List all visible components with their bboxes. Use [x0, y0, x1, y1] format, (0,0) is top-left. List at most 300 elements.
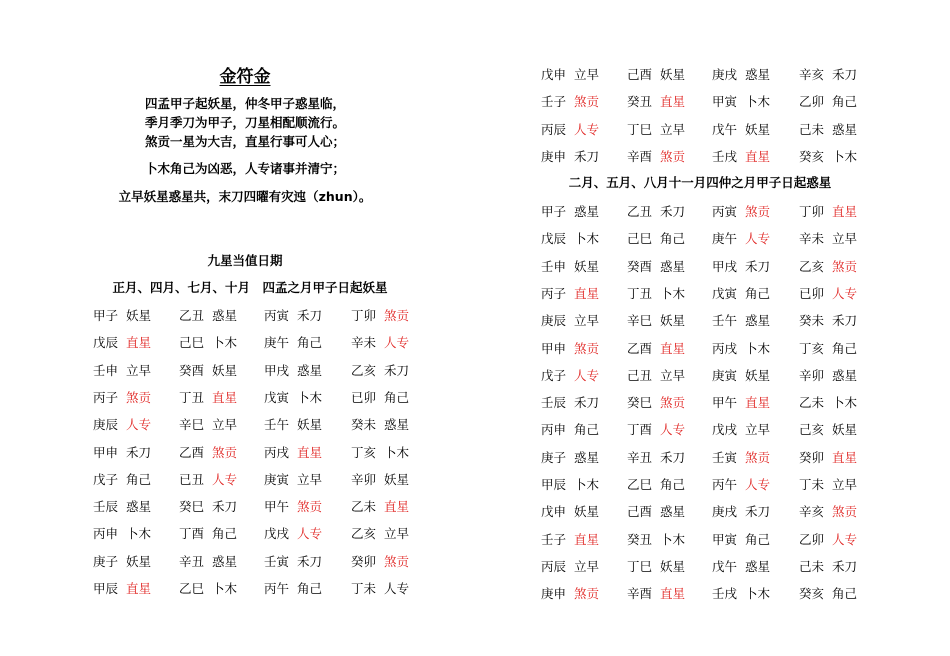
ganzhi-day: 戊辰: [541, 231, 567, 247]
ganzhi-day: 丁丑: [627, 285, 653, 301]
star-name: 人专: [384, 335, 410, 351]
ganzhi-day: 甲申: [541, 340, 567, 356]
table-row: [93, 443, 413, 461]
table-row: [541, 202, 861, 220]
star-name: 卜木: [384, 444, 410, 460]
day-cell: [351, 470, 409, 488]
day-cell: [541, 202, 599, 220]
day-cell: [541, 311, 599, 329]
ganzhi-day: 辛酉: [627, 148, 653, 164]
star-name: 妖星: [212, 362, 238, 378]
ganzhi-day: 辛丑: [627, 449, 653, 465]
ganzhi-day: 甲子: [93, 308, 119, 323]
ganzhi-day: 庚子: [541, 449, 567, 465]
day-cell: [799, 475, 857, 493]
day-cell: [264, 306, 322, 324]
day-cell: [627, 393, 685, 411]
day-cell: [93, 306, 151, 324]
day-cell: [541, 502, 599, 520]
star-name: 卜木: [660, 285, 686, 301]
day-cell: [799, 147, 857, 165]
ganzhi-day: 癸亥: [799, 586, 825, 602]
day-cell: [541, 448, 599, 466]
poem-line-4: 卜木角己为凶恶，人专诸事并清宁；: [144, 161, 345, 176]
day-cell: [179, 415, 237, 433]
day-cell: [799, 557, 857, 575]
star-name: 卜木: [574, 231, 600, 247]
star-name: 立早: [574, 313, 600, 329]
ganzhi-day: 己亥: [799, 422, 825, 438]
star-name: 直星: [832, 449, 858, 465]
ganzhi-day: 甲子: [541, 204, 567, 219]
star-name: 惑星: [297, 362, 323, 378]
star-name: 角己: [126, 471, 152, 487]
ganzhi-day: 戊午: [712, 121, 738, 137]
day-cell: [799, 284, 857, 302]
ganzhi-day: 丙申: [541, 422, 567, 438]
day-cell: [627, 257, 685, 275]
star-name: 直星: [126, 581, 152, 596]
star-name: 妖星: [126, 553, 152, 569]
star-name: 角己: [297, 581, 323, 596]
table-row: [541, 65, 861, 83]
day-cell: [541, 147, 599, 165]
day-cell: [799, 92, 857, 110]
table-row: [541, 339, 861, 357]
star-name: 禾刀: [126, 444, 152, 460]
day-cell: [541, 530, 599, 548]
ganzhi-day: 庚午: [712, 231, 738, 247]
table-row: [541, 584, 861, 602]
table-row: [93, 497, 413, 515]
star-name: 惑星: [212, 553, 238, 569]
day-cell: [799, 502, 857, 520]
ganzhi-day: 辛卯: [799, 367, 825, 383]
star-name: 妖星: [660, 313, 686, 329]
star-name: 角己: [212, 526, 238, 542]
ganzhi-day: 乙丑: [627, 204, 653, 219]
day-cell: [712, 530, 770, 548]
ganzhi-day: 壬寅: [264, 553, 290, 569]
ganzhi-day: 庚午: [264, 335, 290, 351]
day-cell: [712, 257, 770, 275]
ganzhi-day: 乙巳: [179, 581, 205, 596]
star-name: 煞贡: [745, 449, 771, 465]
day-cell: [93, 579, 151, 597]
star-name: 人专: [574, 121, 600, 137]
table-row: [541, 557, 861, 575]
day-cell: [179, 333, 237, 351]
ganzhi-day: 庚辰: [541, 313, 567, 329]
ganzhi-day: 庚申: [541, 148, 567, 164]
day-cell: [627, 530, 685, 548]
day-cell: [93, 470, 151, 488]
ganzhi-day: 丙午: [264, 581, 290, 596]
ganzhi-day: 癸未: [799, 313, 825, 329]
day-cell: [799, 448, 857, 466]
star-name: 人专: [574, 367, 600, 383]
ganzhi-day: 丁未: [799, 477, 825, 492]
star-name: 角己: [745, 285, 771, 301]
ganzhi-day: 壬戌: [712, 148, 738, 164]
ganzhi-day: 乙亥: [351, 362, 377, 378]
star-name: 角己: [574, 422, 600, 438]
day-cell: [627, 366, 685, 384]
day-cell: [351, 361, 409, 379]
day-cell: [93, 552, 151, 570]
table-row: [541, 120, 861, 138]
ganzhi-day: 辛未: [351, 335, 377, 351]
ganzhi-day: 庚戌: [712, 504, 738, 520]
day-cell: [541, 393, 599, 411]
star-name: 禾刀: [574, 148, 600, 164]
star-name: 妖星: [126, 308, 152, 323]
day-cell: [351, 306, 409, 324]
star-name: 立早: [745, 422, 771, 438]
day-cell: [264, 415, 322, 433]
star-name: 人专: [212, 471, 238, 487]
star-name: 禾刀: [745, 504, 771, 520]
day-cell: [264, 579, 322, 597]
star-name: 禾刀: [660, 449, 686, 465]
table-row: [93, 552, 413, 570]
day-cell: [712, 393, 770, 411]
day-cell: [712, 557, 770, 575]
ganzhi-day: 己丑: [627, 367, 653, 383]
day-cell: [93, 415, 151, 433]
star-name: 惑星: [126, 499, 152, 515]
table-row: [93, 524, 413, 542]
ganzhi-day: 丁酉: [179, 526, 205, 542]
star-name: 人专: [126, 417, 152, 433]
ganzhi-day: 庚子: [93, 553, 119, 569]
ganzhi-day: 壬午: [264, 417, 290, 433]
day-cell: [627, 147, 685, 165]
star-name: 角己: [745, 531, 771, 547]
star-name: 禾刀: [212, 499, 238, 515]
star-name: 人专: [297, 526, 323, 542]
star-name: 禾刀: [384, 362, 410, 378]
day-cell: [351, 443, 409, 461]
day-cell: [351, 497, 409, 515]
ganzhi-day: 丙寅: [712, 204, 738, 219]
day-cell: [264, 388, 322, 406]
day-cell: [712, 92, 770, 110]
ganzhi-day: 辛亥: [799, 504, 825, 520]
ganzhi-day: 乙酉: [627, 340, 653, 356]
day-cell: [264, 524, 322, 542]
day-cell: [799, 420, 857, 438]
star-name: 卜木: [832, 148, 858, 164]
day-cell: [351, 552, 409, 570]
ganzhi-day: 已丑: [179, 471, 205, 487]
ganzhi-day: 乙卯: [799, 94, 825, 110]
star-name: 立早: [832, 231, 858, 247]
day-cell: [351, 524, 409, 542]
ganzhi-day: 甲申: [93, 444, 119, 460]
ganzhi-day: 丙寅: [264, 308, 290, 323]
day-cell: [627, 65, 685, 83]
day-cell: [799, 65, 857, 83]
ganzhi-day: 庚辰: [93, 417, 119, 433]
ganzhi-day: 己未: [799, 121, 825, 137]
star-name: 惑星: [832, 121, 858, 137]
table-row: [541, 311, 861, 329]
day-cell: [541, 257, 599, 275]
star-name: 卜木: [745, 340, 771, 356]
star-name: 立早: [660, 121, 686, 137]
star-name: 禾刀: [745, 258, 771, 274]
day-cell: [627, 475, 685, 493]
day-cell: [541, 229, 599, 247]
star-name: 煞贡: [660, 148, 686, 164]
poem-line-1: 四孟甲子起妖星，仲冬甲子惑星临，: [144, 96, 345, 111]
ganzhi-day: 丁卯: [351, 308, 377, 323]
day-cell: [264, 470, 322, 488]
day-cell: [541, 120, 599, 138]
day-cell: [799, 366, 857, 384]
star-name: 直星: [297, 444, 323, 460]
table-row: [541, 448, 861, 466]
right-table-title: 二月、五月、八月十一月四仲之月甲子日起惑星: [568, 175, 832, 190]
day-cell: [179, 579, 237, 597]
table-row: [541, 257, 861, 275]
day-cell: [627, 284, 685, 302]
day-cell: [541, 557, 599, 575]
day-cell: [712, 147, 770, 165]
table-row: [541, 393, 861, 411]
star-name: 人专: [832, 531, 858, 547]
ganzhi-day: 戊午: [712, 558, 738, 574]
star-name: 煞贡: [384, 553, 410, 569]
ganzhi-day: 壬寅: [712, 449, 738, 465]
star-name: 惑星: [660, 258, 686, 274]
table-row: [541, 366, 861, 384]
ganzhi-day: 丙子: [93, 389, 119, 405]
ganzhi-day: 庚申: [541, 586, 567, 602]
star-name: 煞贡: [574, 586, 600, 602]
star-name: 直星: [660, 94, 686, 110]
ganzhi-day: 丙戌: [264, 444, 290, 460]
star-name: 立早: [660, 367, 686, 383]
ganzhi-day: 戊寅: [264, 389, 290, 405]
ganzhi-day: 辛未: [799, 231, 825, 247]
star-name: 煞贡: [660, 395, 686, 411]
table-row: [541, 92, 861, 110]
star-name: 煞贡: [212, 444, 238, 460]
star-name: 立早: [574, 558, 600, 574]
day-cell: [264, 443, 322, 461]
day-cell: [541, 284, 599, 302]
day-cell: [627, 311, 685, 329]
star-name: 卜木: [297, 389, 323, 405]
poem-line-3: 煞贡一星为大吉，直星行事可人心；: [144, 134, 345, 149]
day-cell: [799, 120, 857, 138]
star-name: 立早: [126, 362, 152, 378]
star-name: 角己: [660, 231, 686, 247]
day-cell: [627, 202, 685, 220]
day-cell: [627, 502, 685, 520]
ganzhi-day: 戊申: [541, 504, 567, 520]
day-cell: [351, 333, 409, 351]
day-cell: [93, 333, 151, 351]
star-name: 煞贡: [745, 204, 771, 219]
ganzhi-day: 癸酉: [627, 258, 653, 274]
table-row: [541, 530, 861, 548]
day-cell: [799, 257, 857, 275]
ganzhi-day: 戊辰: [93, 335, 119, 351]
star-name: 人专: [384, 581, 410, 596]
ganzhi-day: 庚戌: [712, 67, 738, 82]
ganzhi-day: 戊寅: [712, 285, 738, 301]
ganzhi-day: 癸酉: [179, 362, 205, 378]
day-cell: [627, 448, 685, 466]
ganzhi-day: 壬午: [712, 313, 738, 329]
star-name: 人专: [745, 477, 771, 492]
star-name: 角己: [832, 340, 858, 356]
day-cell: [264, 333, 322, 351]
star-name: 角己: [832, 586, 858, 602]
day-cell: [712, 339, 770, 357]
day-cell: [179, 470, 237, 488]
star-name: 妖星: [745, 367, 771, 383]
ganzhi-day: 甲辰: [93, 581, 119, 596]
day-cell: [627, 92, 685, 110]
star-name: 惑星: [574, 449, 600, 465]
star-name: 直星: [660, 340, 686, 356]
star-name: 直星: [745, 395, 771, 411]
doc-title: 金符金: [219, 67, 271, 87]
day-cell: [179, 524, 237, 542]
poem-line-2: 季月季刀为甲子，刀星相配顺流行。: [144, 115, 345, 130]
star-name: 人专: [660, 422, 686, 438]
ganzhi-day: 丁未: [351, 581, 377, 596]
star-name: 人专: [745, 231, 771, 247]
table-row: [93, 470, 413, 488]
ganzhi-day: 壬辰: [541, 395, 567, 411]
star-name: 惑星: [574, 204, 600, 219]
table-row: [541, 229, 861, 247]
day-cell: [541, 420, 599, 438]
ganzhi-day: 己巳: [627, 231, 653, 247]
day-cell: [712, 502, 770, 520]
star-name: 立早: [297, 471, 323, 487]
star-name: 惑星: [660, 504, 686, 520]
star-name: 煞贡: [574, 94, 600, 110]
ganzhi-day: 庚寅: [264, 471, 290, 487]
star-name: 惑星: [745, 67, 771, 82]
star-name: 卜木: [212, 581, 238, 596]
ganzhi-day: 癸亥: [799, 148, 825, 164]
table-row: [541, 284, 861, 302]
left-table-title: 正月、四月、七月、十月 四孟之月甲子日起妖星: [112, 280, 388, 295]
table-row: [93, 333, 413, 351]
day-cell: [799, 311, 857, 329]
star-name: 卜木: [574, 477, 600, 492]
ganzhi-day: 甲辰: [541, 477, 567, 492]
day-cell: [541, 366, 599, 384]
ganzhi-day: 乙丑: [179, 308, 205, 323]
star-name: 角己: [297, 335, 323, 351]
table-row: [541, 147, 861, 165]
day-cell: [541, 584, 599, 602]
star-name: 角己: [660, 477, 686, 492]
ganzhi-day: 癸巳: [179, 499, 205, 515]
ganzhi-day: 辛酉: [627, 586, 653, 602]
star-name: 立早: [574, 67, 600, 82]
star-name: 禾刀: [297, 553, 323, 569]
day-cell: [179, 497, 237, 515]
star-name: 惑星: [832, 367, 858, 383]
ganzhi-day: 己酉: [627, 504, 653, 520]
day-cell: [627, 339, 685, 357]
star-name: 惑星: [212, 308, 238, 323]
day-cell: [799, 530, 857, 548]
ganzhi-day: 庚寅: [712, 367, 738, 383]
day-cell: [179, 388, 237, 406]
ganzhi-day: 乙亥: [351, 526, 377, 542]
day-cell: [541, 92, 599, 110]
day-cell: [264, 552, 322, 570]
ganzhi-day: 癸巳: [627, 395, 653, 411]
day-cell: [179, 361, 237, 379]
table-row: [541, 475, 861, 493]
day-cell: [93, 443, 151, 461]
star-name: 禾刀: [574, 395, 600, 411]
star-name: 煞贡: [832, 258, 858, 274]
star-name: 禾刀: [660, 204, 686, 219]
day-cell: [799, 202, 857, 220]
star-name: 妖星: [384, 471, 410, 487]
day-cell: [93, 524, 151, 542]
ganzhi-day: 丁亥: [351, 444, 377, 460]
star-name: 卜木: [832, 395, 858, 411]
star-name: 煞贡: [832, 504, 858, 520]
star-name: 卜木: [212, 335, 238, 351]
star-name: 妖星: [574, 258, 600, 274]
ganzhi-day: 已卯: [351, 389, 377, 405]
ganzhi-day: 戊子: [541, 367, 567, 383]
ganzhi-day: 丙辰: [541, 121, 567, 137]
ganzhi-day: 乙未: [799, 395, 825, 411]
star-name: 禾刀: [832, 558, 858, 574]
star-name: 角己: [384, 389, 410, 405]
day-cell: [351, 579, 409, 597]
star-name: 惑星: [745, 558, 771, 574]
star-name: 立早: [212, 417, 238, 433]
ganzhi-day: 戊申: [541, 67, 567, 82]
ganzhi-day: 丁巳: [627, 558, 653, 574]
star-name: 直星: [212, 389, 238, 405]
star-name: 直星: [384, 499, 410, 515]
ganzhi-day: 乙亥: [799, 258, 825, 274]
star-name: 煞贡: [126, 389, 152, 405]
star-name: 直星: [745, 148, 771, 164]
day-cell: [712, 366, 770, 384]
day-cell: [712, 120, 770, 138]
star-name: 妖星: [660, 558, 686, 574]
star-name: 妖星: [297, 417, 323, 433]
ganzhi-day: 癸卯: [351, 553, 377, 569]
ganzhi-day: 乙卯: [799, 531, 825, 547]
star-name: 直星: [574, 531, 600, 547]
ganzhi-day: 丁亥: [799, 340, 825, 356]
star-name: 煞贡: [297, 499, 323, 515]
day-cell: [799, 339, 857, 357]
day-cell: [627, 420, 685, 438]
ganzhi-day: 己未: [799, 558, 825, 574]
star-name: 人专: [832, 285, 858, 301]
